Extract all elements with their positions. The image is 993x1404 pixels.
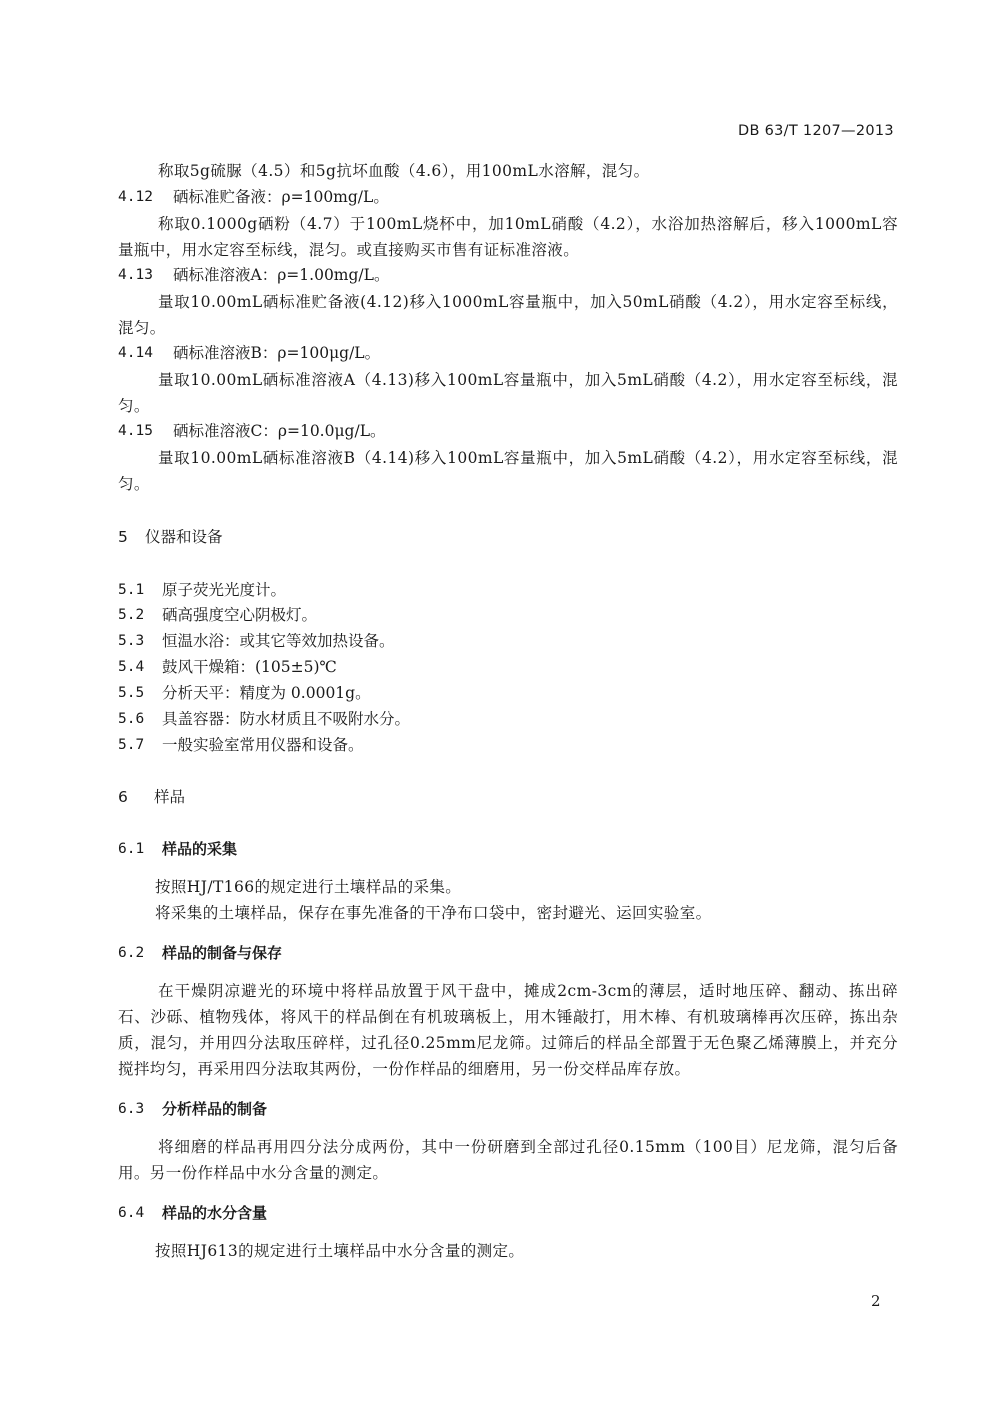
item-text: 一般实验室常用仪器和设备。 xyxy=(162,736,364,754)
page-number: 2 xyxy=(871,1292,881,1310)
subsection-title: 样品的制备与保存 xyxy=(162,944,283,962)
text-line: 称取5g硫脲（4.5）和5g抗坏血酸（4.6），用100mL水溶解，混匀。 xyxy=(158,162,650,180)
clause-title: 硒标准溶液A：ρ=1.00mg/L。 xyxy=(173,266,390,284)
subsection-number: 6.2 xyxy=(118,945,145,961)
subsection-number: 6.3 xyxy=(118,1101,145,1117)
subsection-title: 样品的水分含量 xyxy=(162,1204,268,1222)
item-text: 硒高强度空心阴极灯。 xyxy=(162,606,318,624)
subsection-number: 6.4 xyxy=(118,1205,145,1221)
item-number: 5.4 xyxy=(118,659,145,675)
clause-title: 硒标准贮备液：ρ=100mg/L。 xyxy=(173,188,389,206)
item-number: 5.3 xyxy=(118,633,145,649)
item-text: 恒温水浴：或其它等效加热设备。 xyxy=(162,632,395,650)
paragraph: 称取0.1000g硒粉（4.7）于100mL烧杯中，加10mL硝酸（4.2），水浴加热溶解后，移入1000mL容量瓶中，用水定容至标线，混匀。或直接购买市售有证标准溶液。 xyxy=(118,215,898,259)
paragraph: 按照HJ/T166的规定进行土壤样品的采集。 xyxy=(155,878,462,896)
clause-number: 4.12 xyxy=(118,189,153,205)
item-text: 鼓风干燥箱：(105±5)℃ xyxy=(162,658,337,676)
clause-title: 硒标准溶液C：ρ=10.0μg/L。 xyxy=(173,422,386,440)
paragraph: 按照HJ613的规定进行土壤样品中水分含量的测定。 xyxy=(155,1242,525,1260)
clause-number: 4.14 xyxy=(118,345,153,361)
paragraph: 将细磨的样品再用四分法分成两份，其中一份研磨到全部过孔径0.15mm（100目）尼龙筛，混匀后备用。另一份作样品中水分含量的测定。 xyxy=(118,1138,898,1182)
paragraph: 量取10.00mL硒标准溶液A（4.13)移入100mL容量瓶中，加入5mL硝酸（4.2），用水定容至标线，混匀。 xyxy=(118,371,898,415)
paragraph: 量取10.00mL硒标准贮备液(4.12)移入1000mL容量瓶中，加入50mL硝酸（4.2），用水定容至标线，混匀。 xyxy=(118,293,898,337)
section-number: 5 xyxy=(118,528,128,546)
clause-number: 4.15 xyxy=(118,423,153,439)
item-text: 原子荧光光度计。 xyxy=(162,581,287,599)
item-text: 分析天平：精度为 0.0001g。 xyxy=(162,684,371,702)
item-number: 5.1 xyxy=(118,582,145,598)
paragraph: 量取10.00mL硒标准溶液B（4.14)移入100mL容量瓶中，加入5mL硝酸（4.2），用水定容至标线，混匀。 xyxy=(118,449,898,493)
item-number: 5.2 xyxy=(118,607,145,623)
subsection-title: 分析样品的制备 xyxy=(162,1100,268,1118)
document-code: DB 63/T 1207—2013 xyxy=(738,123,894,139)
clause-title: 硒标准溶液B：ρ=100μg/L。 xyxy=(173,344,381,362)
item-number: 5.6 xyxy=(118,711,145,727)
item-text: 具盖容器：防水材质且不吸附水分。 xyxy=(162,710,411,728)
paragraph: 将采集的土壤样品，保存在事先准备的干净布口袋中，密封避光、运回实验室。 xyxy=(155,904,712,922)
clause-number: 4.13 xyxy=(118,267,153,283)
paragraph: 在干燥阴凉避光的环境中将样品放置于风干盘中，摊成2cm-3cm的薄层，适时地压碎、翻动、拣出碎石、沙砾、植物残体，将风干的样品倒在有机玻璃板上，用木锤敲打，用木棒、有机玻璃棒再次压碎，拣出杂质，混匀，并用四分法取压碎样，过孔径0.25mm尼龙筛。过筛后的样品全部置于无色聚乙烯薄膜上，并充分搅拌均匀，再采用四分法取其两份，一份作样品的细磨用，另一份交样品库存放。 xyxy=(118,982,898,1078)
item-number: 5.7 xyxy=(118,737,145,753)
item-number: 5.5 xyxy=(118,685,145,701)
section-title: 仪器和设备 xyxy=(145,528,223,546)
subsection-title: 样品的采集 xyxy=(162,840,238,858)
subsection-number: 6.1 xyxy=(118,841,145,857)
section-title: 样品 xyxy=(154,788,186,806)
section-number: 6 xyxy=(118,788,128,806)
